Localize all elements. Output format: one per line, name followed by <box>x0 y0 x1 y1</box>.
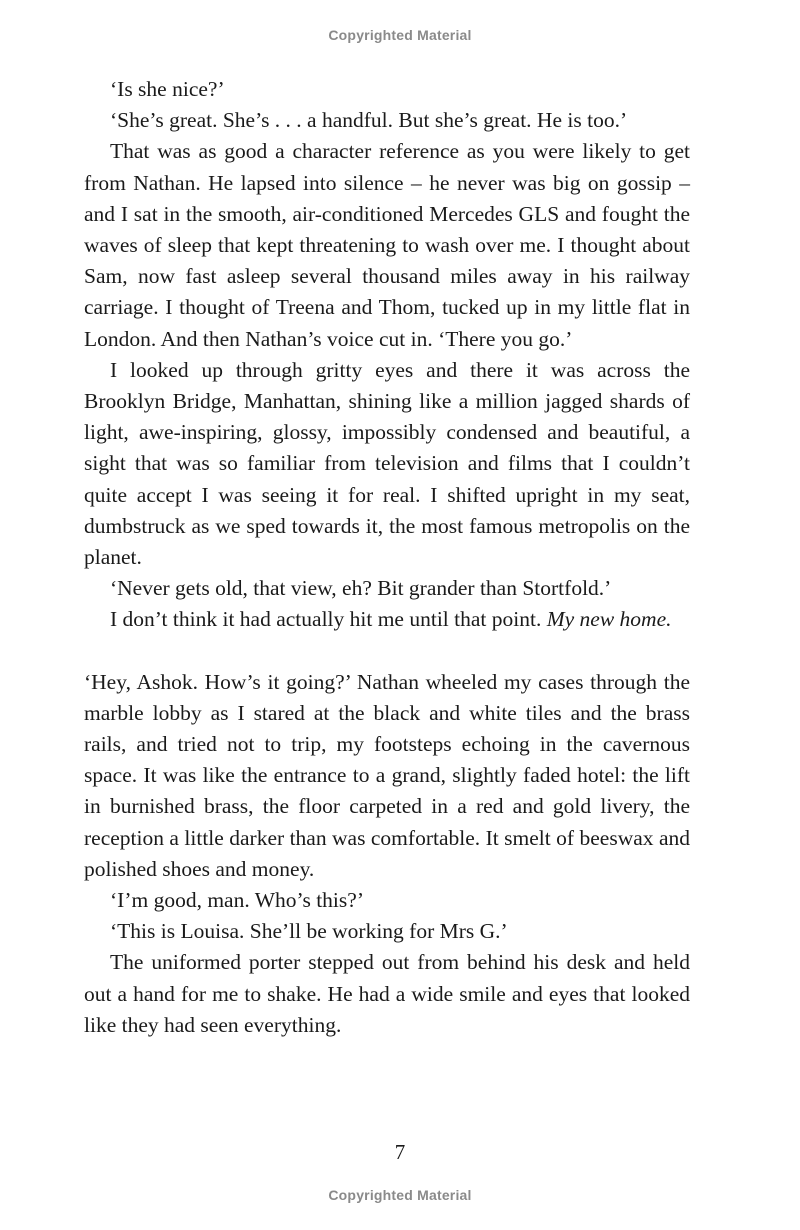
page-number: 7 <box>394 1140 406 1164</box>
paragraph: ‘This is Louisa. She’ll be working for Mrs G.’ <box>110 919 508 944</box>
book-page-text <box>84 74 690 1041</box>
paragraph-text: I don’t think it had actually hit me until that point. <box>110 607 542 632</box>
paragraph <box>84 604 690 635</box>
copyright-watermark-top: Copyrighted Material <box>328 27 472 43</box>
section-start-paragraph: ‘Hey, Ashok. How’s it going?’ Nathan wheeled my cases through the marble lobby as I stared at the black and white tiles and the brass rails, and tried not to trip, my footsteps echoing in the cavernous space. It was like the entrance to a grand, slightly faded hotel: the lift in burnished brass, the floor carpeted in a red and gold livery, the reception a little darker than was comfortable. It smelt of beeswax and polished shoes and money. <box>84 669 690 881</box>
paragraph: I looked up through gritty eyes and there it was across the Brooklyn Bridge, Manhattan, shining like a million jagged shards of light, awe-inspiring, glossy, impossibly condensed and beautiful, a sight that was so familiar from television and films that I couldn’t quite accept I was seeing it for real. I shifted upright in my seat, dumbstruck as we sped towards it, the most famous metropolis on the planet. <box>84 357 690 570</box>
paragraph: ‘Never gets old, that view, eh? Bit grander than Stortfold.’ <box>110 576 612 601</box>
emphasized-text: My new home. <box>546 607 672 632</box>
paragraph: ‘I’m good, man. Who’s this?’ <box>110 888 364 913</box>
paragraph: The uniformed porter stepped out from behind his desk and held out a hand for me to shake. He had a wide smile and eyes that looked like they had seen everything. <box>84 950 690 1037</box>
paragraph: ‘Is she nice?’ <box>110 77 225 101</box>
copyright-watermark-bottom: Copyrighted Material <box>328 1187 472 1203</box>
paragraph: ‘She’s great. She’s . . . a handful. But she’s great. He is too.’ <box>110 108 628 133</box>
paragraph: That was as good a character reference as you were likely to get from Nathan. He lapsed into silence – he never was big on gossip – and I sat in the smooth, air-conditioned Mercedes GLS and fought the waves of sleep that kept threatening to wash over me. I thought about Sam, now fast asleep several thousand miles away in his railway carriage. I thought of Treena and Thom, tucked up in my little flat in London. And then Nathan’s voice cut in. ‘There you go.’ <box>84 139 690 351</box>
